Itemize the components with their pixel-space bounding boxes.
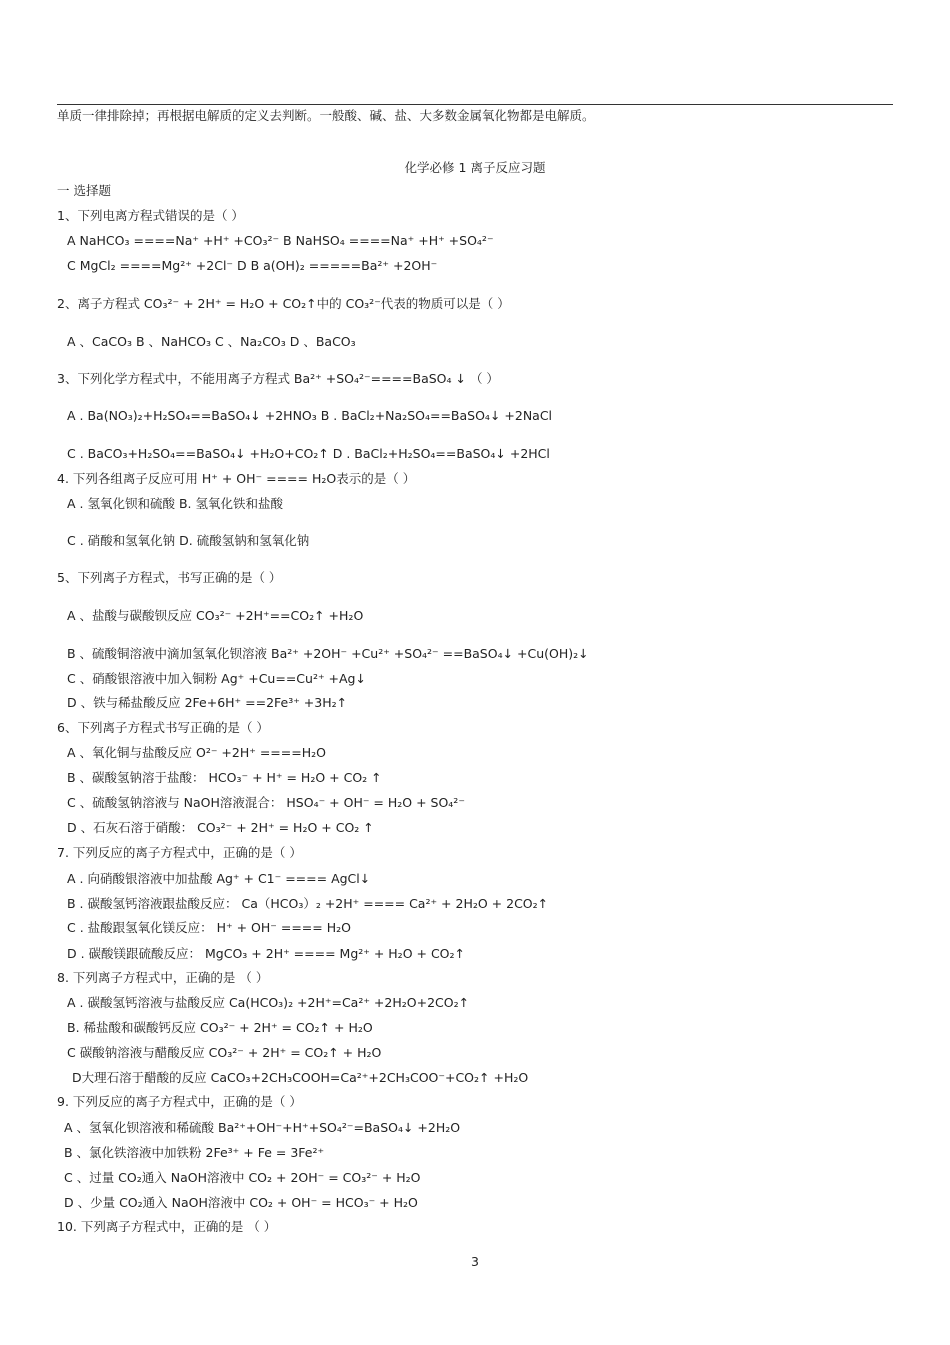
page-number: 3 xyxy=(471,1254,479,1269)
line-q8-d: D大理石溶于醋酸的反应 CaCO₃+2CH₃COOH=Ca²⁺+2CH₃COO⁻+CO₂↑ +H₂O xyxy=(72,1070,529,1085)
line-q4-cd: C . 硝酸和氢氧化钠 D. 硫酸氢钠和氢氧化钠 xyxy=(67,533,310,548)
line-q4-ab: A . 氢氧化钡和硫酸 B. 氢氧化铁和盐酸 xyxy=(67,496,283,511)
line-q8-b: B. 稀盐酸和碳酸钙反应 CO₃²⁻ + 2H⁺ = CO₂↑ + H₂O xyxy=(67,1020,373,1035)
line-q9-d: D 、少量 CO₂通入 NaOH溶液中 CO₂ + OH⁻ = HCO₃⁻ + H₂O xyxy=(64,1195,418,1210)
title-text: 化学必修 1 离子反应习题 xyxy=(404,160,546,175)
header-note: 单质一律排除掉；再根据电解质的定义去判断。一般酸、碱、盐、大多数金属氧化物都是电解质。 xyxy=(57,108,595,123)
line-q6-c: C 、硫酸氢钠溶液与 NaOH溶液混合： HSO₄⁻ + OH⁻ = H₂O + SO₄²⁻ xyxy=(67,795,465,810)
line-q6: 6、下列离子方程式书写正确的是（ ） xyxy=(57,720,269,735)
line-q9-c: C 、过量 CO₂通入 NaOH溶液中 CO₂ + 2OH⁻ = CO₃²⁻ + H₂O xyxy=(64,1170,421,1185)
line-q1-cd: C MgCl₂ ====Mg²⁺ +2Cl⁻ D B a(OH)₂ =====Ba²⁺ +2OH⁻ xyxy=(67,258,438,273)
line-q5: 5、下列离子方程式，书写正确的是（ ） xyxy=(57,570,282,585)
line-q1: 1、下列电离方程式错误的是（ ） xyxy=(57,208,244,223)
line-q7-c: C . 盐酸跟氢氧化镁反应： H⁺ + OH⁻ ==== H₂O xyxy=(67,920,351,935)
line-q9-a: A 、氢氧化钡溶液和稀硫酸 Ba²⁺+OH⁻+H⁺+SO₄²⁻=BaSO₄↓ +2H₂O xyxy=(64,1120,461,1135)
line-q9: 9. 下列反应的离子方程式中，正确的是（ ） xyxy=(57,1094,302,1109)
line-q6-a: A 、氧化铜与盐酸反应 O²⁻ +2H⁺ ====H₂O xyxy=(67,745,326,760)
line-q7-b: B . 碳酸氢钙溶液跟盐酸反应： Ca（HCO₃）₂ +2H⁺ ==== Ca²⁺ + 2H₂O + 2CO₂↑ xyxy=(67,896,549,911)
line-q3: 3、下列化学方程式中，不能用离子方程式 Ba²⁺ +SO₄²⁻====BaSO₄ ↓ （ ） xyxy=(57,371,499,386)
header-rule xyxy=(57,104,893,105)
line-q7: 7. 下列反应的离子方程式中，正确的是（ ） xyxy=(57,845,302,860)
line-q5-b: B 、硫酸铜溶液中滴加氢氧化钡溶液 Ba²⁺ +2OH⁻ +Cu²⁺ +SO₄²⁻ ==BaSO₄↓ +Cu(OH)₂↓ xyxy=(67,646,589,661)
line-q8-c: C 碳酸钠溶液与醋酸反应 CO₃²⁻ + 2H⁺ = CO₂↑ + H₂O xyxy=(67,1045,382,1060)
line-q3-cd: C . BaCO₃+H₂SO₄==BaSO₄↓ +H₂O+CO₂↑ D . BaCl₂+H₂SO₄==BaSO₄↓ +2HCl xyxy=(67,446,550,461)
line-q10: 10. 下列离子方程式中，正确的是 （ ） xyxy=(57,1219,277,1234)
line-q2: 2、离子方程式 CO₃²⁻ + 2H⁺ = H₂O + CO₂↑中的 CO₃²⁻代表的物质可以是（ ） xyxy=(57,296,510,311)
line-q6-b: B 、碳酸氢钠溶于盐酸： HCO₃⁻ + H⁺ = H₂O + CO₂ ↑ xyxy=(67,770,382,785)
line-q6-d: D 、石灰石溶于硝酸： CO₃²⁻ + 2H⁺ = H₂O + CO₂ ↑ xyxy=(67,820,374,835)
line-q5-c: C 、硝酸银溶液中加入铜粉 Ag⁺ +Cu==Cu²⁺ +Ag↓ xyxy=(67,671,366,686)
line-q7-d: D . 碳酸镁跟硫酸反应： MgCO₃ + 2H⁺ ==== Mg²⁺ + H₂O + CO₂↑ xyxy=(67,946,465,961)
section-heading: 一 选择题 xyxy=(57,183,111,198)
line-q2-options: A 、CaCO₃ B 、NaHCO₃ C 、Na₂CO₃ D 、BaCO₃ xyxy=(67,334,356,349)
page-title xyxy=(0,158,950,176)
line-q5-a: A 、盐酸与碳酸钡反应 CO₃²⁻ +2H⁺==CO₂↑ +H₂O xyxy=(67,608,364,623)
line-q9-b: B 、氯化铁溶液中加铁粉 2Fe³⁺ + Fe = 3Fe²⁺ xyxy=(64,1145,325,1160)
line-q8: 8. 下列离子方程式中，正确的是 （ ） xyxy=(57,970,269,985)
line-q7-a: A . 向硝酸银溶液中加盐酸 Ag⁺ + C1⁻ ==== AgCl↓ xyxy=(67,871,371,886)
line-q4: 4. 下列各组离子反应可用 H⁺ + OH⁻ ==== H₂O表示的是（ ） xyxy=(57,471,416,486)
line-q3-ab: A . Ba(NO₃)₂+H₂SO₄==BaSO₄↓ +2HNO₃ B . BaCl₂+Na₂SO₄==BaSO₄↓ +2NaCl xyxy=(67,408,553,423)
line-q5-d: D 、铁与稀盐酸反应 2Fe+6H⁺ ==2Fe³⁺ +3H₂↑ xyxy=(67,695,348,710)
line-q8-a: A . 碳酸氢钙溶液与盐酸反应 Ca(HCO₃)₂ +2H⁺=Ca²⁺ +2H₂O+2CO₂↑ xyxy=(67,995,470,1010)
line-q1-ab: A NaHCO₃ ====Na⁺ +H⁺ +CO₃²⁻ B NaHSO₄ ====Na⁺ +H⁺ +SO₄²⁻ xyxy=(67,233,494,248)
